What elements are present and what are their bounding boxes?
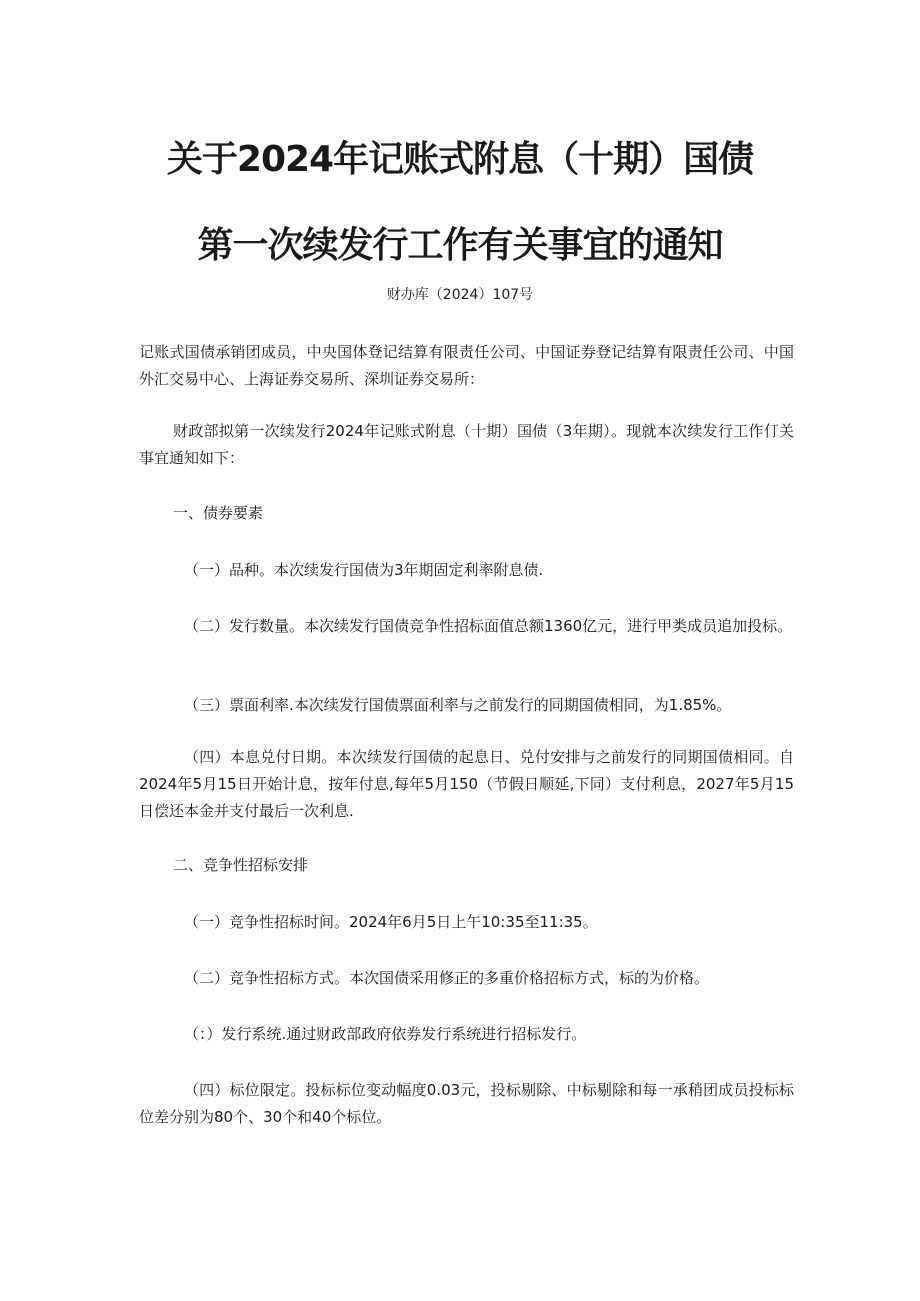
section-1-item-2: （二）发行数量。本次续发行国债竞争性招标面值总额1360亿元，进行甲类成员追加投标。 (184, 617, 793, 635)
section-1-item-3: （三）票面利率.本次续发行国债票面利率与之前发行的同期国债相同，为1.85%。 (184, 696, 732, 714)
document-number: 财办库（2024）107号 (386, 287, 534, 303)
section-2-item-4: （四）标位限定。投标标位变动幅度0.03元，投标剔除、中标剔除和每一承稍团成员投标标位差分别为80个、30个和40个标位。 (139, 1081, 794, 1126)
addressees-paragraph: 记账式国债承销团成员，中央国体登记结算有限责任公司、中国证券登记结算有限责任公司、中国外汇交易中心、上海证券交易所、深圳证券交易所： (139, 343, 794, 388)
section-2-item-3: （：）发行系统.通过财政部政府依券发行系统进行招标发行。 (184, 1025, 587, 1043)
section-2-item-1: （一）竞争性招标时间。2024年6月5日上午10:35至11:35。 (184, 913, 598, 931)
section-1-heading: 一、债券要素 (173, 504, 264, 522)
section-1-item-1: （一）品种。本次续发行国债为3年期固定利率附息债. (184, 561, 544, 579)
section-1-item-4: （四）本息兑付日期。本次续发行国债的起息日、兑付安排与之前发行的同期国债相同。自2024年5月15日开始计息，按年付息,每年5月150（节假日顺延,下同）支付利息，2027年5月15日偿还本金并支付最后一次利息. (139, 748, 794, 820)
intro-paragraph: 财政部拟第一次续发行2024年记账式附息（十期）国债（3年期）。现就本次续发行工作仃关事宜通知如下： (139, 422, 794, 467)
section-2-item-2: （二）竞争性招标方式。本次国债采用修正的多重价格招标方式，标的为价格。 (184, 969, 710, 987)
section-2-heading: 二、竞争性招标安排 (173, 856, 309, 874)
document-title-line-2: 第一次续发行工作有关事宜的通知 (197, 225, 723, 266)
document-title-line-1: 关于2024年记账式附息（十期）国债 (166, 139, 754, 180)
